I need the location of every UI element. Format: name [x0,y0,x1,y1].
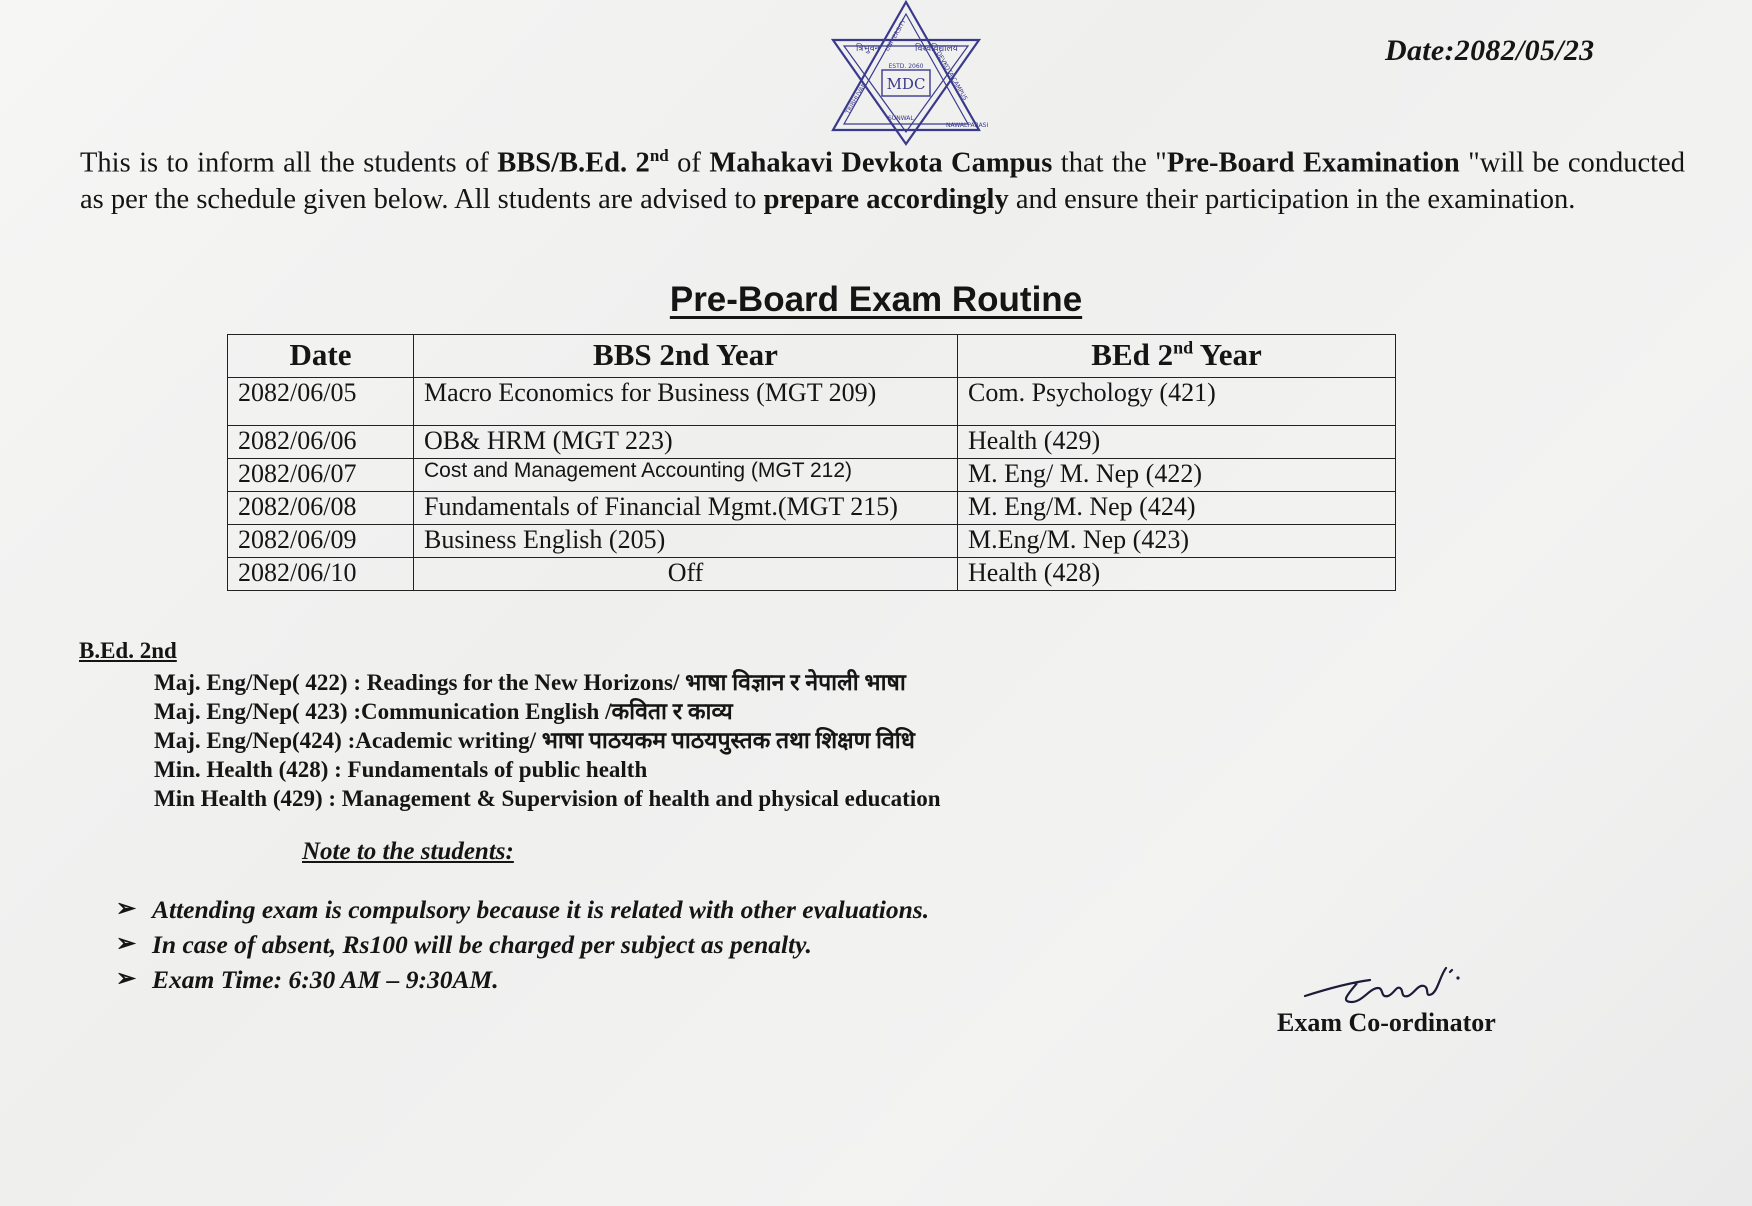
row-date: 2082/06/10 [228,558,414,591]
header-bed: BEd 2nd Year [958,335,1396,378]
row-bbs-subject: Off [414,558,958,591]
notice-date: Date:2082/05/23 [1385,34,1595,67]
intro-paragraph: This is to inform all the students of BBS/B.Ed. 2nd of Mahakavi Devkota Campus that the "Pre-Board Examination "will be conducted as per the schedule given below. All students are advised to prepare accordingly and ensure their participation in the examination. [80,146,1685,215]
row-bed-subject: M. Eng/M. Nep (424) [958,492,1396,525]
row-bbs-subject: OB& HRM (MGT 223) [414,426,958,459]
row-bbs-subject: Cost and Management Accounting (MGT 212) [414,459,958,492]
row-bbs-subject: Business English (205) [414,525,958,558]
svg-text:NAWALPARASI: NAWALPARASI [946,122,989,129]
table-row [228,558,1396,591]
list-item: Min. Health (428) : Fundamentals of public health [154,757,648,782]
row-date: 2082/06/06 [228,426,414,459]
row-date: 2082/06/07 [228,459,414,492]
signatory-title: Exam Co-ordinator [1277,1008,1496,1037]
row-bed-subject: M. Eng/ M. Nep (422) [958,459,1396,492]
table-row [228,492,1396,525]
header-bbs: BBS 2nd Year [414,335,958,378]
row-bed-subject: Health (429) [958,426,1396,459]
svg-text:ESTD. 2060: ESTD. 2060 [888,63,924,70]
svg-text:SUNWAL: SUNWAL [888,115,914,122]
list-item: Maj. Eng/Nep( 423) :Communication English /कविता र काव्य [154,699,733,724]
row-bed-subject: Com. Psychology (421) [958,378,1396,426]
list-item: Min Health (429) : Management & Supervision of health and physical education [154,786,941,811]
bed-section-heading: B.Ed. 2nd [79,638,177,663]
list-item: ➢ Exam Time: 6:30 AM – 9:30AM. [116,962,929,997]
svg-text:TRIBHUVAN: TRIBHUVAN [844,81,869,116]
row-date: 2082/06/08 [228,492,414,525]
table-row [228,426,1396,459]
svg-text:UNIVERSITY: UNIVERSITY [883,18,908,53]
svg-text:DEVKOTA CAMPUS: DEVKOTA CAMPUS [934,50,969,102]
table-row [228,459,1396,492]
table-header-row [228,335,1396,378]
routine-title: Pre-Board Exam Routine [669,280,1083,319]
list-item: Maj. Eng/Nep( 422) : Readings for the New Horizons/ भाषा विज्ञान र नेपाली भाषा [154,670,906,695]
notes-heading: Note to the students: [302,838,514,865]
svg-text:त्रिभुवन: त्रिभुवन [856,44,880,54]
list-item: ➢ Attending exam is compulsory because it is related with other evaluations. [116,892,929,927]
campus-seal [818,0,994,146]
table-row [228,525,1396,558]
header-date: Date [228,335,414,378]
svg-text:विश्वविद्यालय: विश्वविद्यालय [915,44,958,54]
row-bed-subject: Health (428) [958,558,1396,591]
seal-center-text: MDC [886,75,926,93]
row-date: 2082/06/05 [228,378,414,426]
arrow-bullet-icon: ➢ [116,931,137,957]
arrow-bullet-icon: ➢ [116,896,137,922]
row-date: 2082/06/09 [228,525,414,558]
notes-list [116,892,929,997]
table-row [228,378,1396,426]
list-item: ➢ In case of absent, Rs100 will be charged per subject as penalty. [116,927,929,962]
arrow-bullet-icon: ➢ [116,966,137,992]
exam-routine-table [227,334,1396,591]
bed-subject-list [154,668,941,813]
row-bed-subject: M.Eng/M. Nep (423) [958,525,1396,558]
row-bbs-subject: Macro Economics for Business (MGT 209) [414,378,958,426]
list-item: Maj. Eng/Nep(424) :Academic writing/ भाषा पाठयकम पाठयपुस्तक तथा शिक्षण विधि [154,728,915,753]
row-bbs-subject: Fundamentals of Financial Mgmt.(MGT 215) [414,492,958,525]
